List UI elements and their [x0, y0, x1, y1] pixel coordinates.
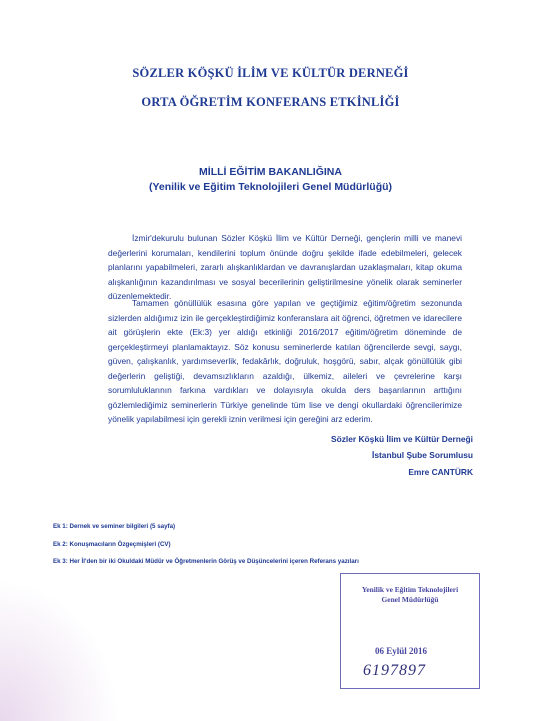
attachment-1: Ek 1: Dernek ve seminer bilgileri (5 sayfa): [53, 523, 176, 530]
attachment-2: Ek 2: Konuşmacıların Özgeçmişleri (CV): [53, 541, 171, 548]
organization-title: SÖZLER KÖŞKÜ İLİM VE KÜLTÜR DERNEĞİ: [132, 66, 409, 80]
attachment-3: Ek 3: Her İl'den bir iki Okuldaki Müdür ve Öğretmenlerin Görüş ve Düşüncelerini içeren Referans yazıları: [53, 558, 359, 565]
addressee-department: (Yenilik ve Eğitim Teknolojileri Genel Müdürlüğü): [148, 181, 393, 193]
stamp-line-2: Genel Müdürlüğü: [381, 595, 439, 604]
addressee-ministry: MİLLİ EĞİTİM BAKANLIĞINA: [199, 166, 342, 178]
body-paragraph-2: Tamamen gönüllülük esasına göre yapılan ve geçtiğimiz eğitim/öğretim sezonunda sizlerden aldığımız izin ile gerçekleştirdiğimiz konferanslara ait öğrenci, öğretmen ve idarecilere ait görüşlerin ekte (Ek:3) yer aldığı etkinliği 2016/2017 eğitim/öğretim döneminde de gerçekleştirmeyi planlamaktayız. Söz konusu seminerlerde katılan öğrencilerde sevgi, saygı, güven, çalışkanlık, yardımseverlik, fedakârlık, doğruluk, hoşgörü, sabır, alçak gönüllülük gibi değerlerin geliştiği, devamsızlıkların azaldığı, ülkemiz, aileleri ve çevrelerine karşı sorumluluklarının farkına vardıkları ve dolayısıyla okulda ders başarılarının arttığını gözlemlediğimiz seminerlerin Türkiye genelinde tüm lise ve dengi okullardaki öğrencilerimize yönelik yapılabilmesi için gerekli iznin verilmesi için gereğini arz ederim.: [108, 298, 462, 424]
signature-organization: Sözler Köşkü İlim ve Kültür Derneği: [331, 434, 473, 444]
body-paragraph-1: İzmir'dekurulu bulunan Sözler Köşkü İlim ve Kültür Derneği, gençlerin milli ve manevi değerlerini korumaları, kendilerini toplum önünde doğru şekilde ifade edebilmeleri, gelecek planlarını yapabilmeleri, zararlı alışkanlıklardan ve davranışlardan uzaklaşmaları, kitap okuma alışkanlığının kazandırılması ve sosyal becerilerinin geliştirilmesine yönelik olarak seminerler düzenlemektedir.: [108, 233, 462, 301]
receipt-stamp: [340, 573, 480, 689]
paper-stain: [0, 580, 120, 721]
event-title: ORTA ÖĞRETİM KONFERANS ETKİNLİĞİ: [141, 95, 400, 109]
signature-name: Emre CANTÜRK: [408, 467, 473, 477]
stamp-line-1: Yenilik ve Eğitim Teknolojileri: [361, 585, 459, 594]
stamp-date: 06 Eylül 2016: [375, 646, 428, 656]
stamp-number: 6197897: [363, 662, 426, 679]
signature-role: İstanbul Şube Sorumlusu: [372, 450, 473, 460]
